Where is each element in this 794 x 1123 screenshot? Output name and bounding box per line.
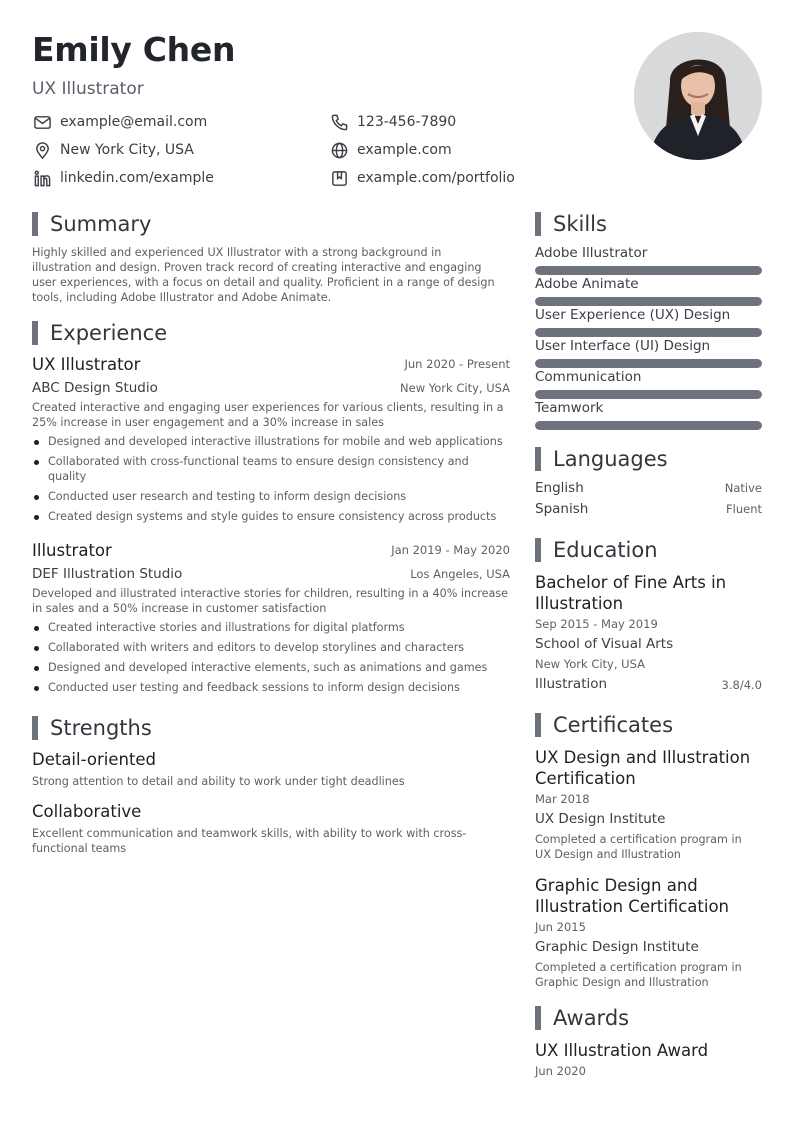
education-school: School of Visual Arts bbox=[535, 636, 674, 652]
certificate-issuer: UX Design Institute bbox=[535, 811, 666, 827]
phone-icon bbox=[329, 112, 349, 132]
language-level: Fluent bbox=[726, 502, 762, 516]
certificate-title: UX Design and Illustration Certification bbox=[535, 748, 751, 788]
job-dates: Jun 2020 - Present bbox=[404, 357, 510, 371]
skills-heading bbox=[535, 212, 607, 236]
heading-accent-bar bbox=[32, 212, 38, 236]
skill-level-bar bbox=[535, 328, 762, 337]
website-text: example.com bbox=[357, 142, 452, 158]
strength-title: Collaborative bbox=[32, 802, 142, 821]
contact-linkedin[interactable] bbox=[32, 168, 214, 188]
email-text: example@email.com bbox=[60, 114, 208, 130]
skill-level-bar bbox=[535, 266, 762, 275]
heading-accent-bar bbox=[535, 538, 541, 562]
bullet-dot bbox=[34, 646, 39, 651]
linkedin-text: linkedin.com/example bbox=[60, 170, 214, 186]
bullet-dot bbox=[34, 626, 39, 631]
certificate-date: Jun 2015 bbox=[535, 920, 586, 934]
bullet-dot bbox=[34, 495, 39, 500]
skill-level-fill bbox=[535, 390, 762, 399]
bullet-dot bbox=[34, 686, 39, 691]
strength-title: Detail-oriented bbox=[32, 750, 157, 769]
bullet-item: Conducted user research and testing to inform design decisions bbox=[32, 489, 510, 504]
strength-description: Strong attention to detail and ability to work under tight deadlines bbox=[32, 775, 405, 788]
job-title: Illustrator bbox=[32, 541, 112, 560]
job-dates: Jan 2019 - May 2020 bbox=[391, 543, 510, 557]
education-degree: Bachelor of Fine Arts in Illustration bbox=[535, 573, 727, 613]
bullet-dot bbox=[34, 515, 39, 520]
bullet-item: Designed and developed interactive elements, such as animations and games bbox=[32, 660, 510, 675]
phone-text: 123-456-7890 bbox=[357, 114, 457, 130]
skill-label: Adobe Illustrator bbox=[535, 245, 648, 261]
strengths-heading bbox=[32, 716, 152, 740]
candidate-name: Emily Chen bbox=[32, 30, 236, 69]
certificate-issuer: Graphic Design Institute bbox=[535, 939, 699, 955]
experience-title: Experience bbox=[50, 321, 168, 345]
certificate-date: Mar 2018 bbox=[535, 792, 590, 806]
education-title: Education bbox=[553, 538, 658, 562]
skill-level-bar bbox=[535, 297, 762, 306]
heading-accent-bar bbox=[535, 1006, 541, 1030]
language-level: Native bbox=[724, 481, 762, 495]
education-location: New York City, USA bbox=[535, 657, 645, 671]
job-company: ABC Design Studio bbox=[32, 380, 158, 396]
job-bullets bbox=[32, 434, 510, 529]
awards-heading bbox=[535, 1006, 629, 1030]
skill-label: User Experience (UX) Design bbox=[535, 307, 731, 323]
summary-title: Summary bbox=[50, 212, 152, 236]
skill-label: Teamwork bbox=[535, 400, 604, 416]
candidate-role: UX Illustrator bbox=[32, 79, 144, 99]
job-company: DEF Illustration Studio bbox=[32, 566, 183, 582]
skill-level-fill bbox=[535, 297, 762, 306]
bullet-dot bbox=[34, 460, 39, 465]
skill-label: Adobe Animate bbox=[535, 276, 639, 292]
heading-accent-bar bbox=[535, 447, 541, 471]
job-location: Los Angeles, USA bbox=[410, 567, 510, 581]
bookmark-icon bbox=[329, 168, 349, 188]
contact-location bbox=[32, 140, 194, 160]
certificate-description: Completed a certification program in Graphic Design and Illustration bbox=[535, 961, 742, 989]
bullet-item: Created design systems and style guides to ensure consistency across products bbox=[32, 509, 510, 524]
envelope-icon bbox=[32, 112, 52, 132]
summary-text: Highly skilled and experienced UX Illustrator with a strong background in illustration and design. Proven track record of creating interactive and engaging user experiences, with a focus on detail and quality. Proficient in a range of design tools, including Adobe Illustrator and Adobe Animate. bbox=[32, 246, 495, 304]
heading-accent-bar bbox=[32, 321, 38, 345]
certificates-heading bbox=[535, 713, 673, 737]
strength-description: Excellent communication and teamwork skills, with ability to work with cross-functional teams bbox=[32, 827, 467, 855]
experience-heading bbox=[32, 321, 167, 345]
skill-level-fill bbox=[535, 266, 762, 275]
education-gpa: 3.8/4.0 bbox=[721, 678, 762, 692]
portfolio-text: example.com/portfolio bbox=[357, 170, 515, 186]
location-text: New York City, USA bbox=[60, 142, 194, 158]
globe-icon bbox=[329, 140, 349, 160]
skill-label: Communication bbox=[535, 369, 642, 385]
skill-level-bar bbox=[535, 390, 762, 399]
award-date: Jun 2020 bbox=[535, 1064, 586, 1078]
skill-level-fill bbox=[535, 328, 762, 337]
map-pin-icon bbox=[32, 140, 52, 160]
job-description: Developed and illustrated interactive stories for children, resulting in a 40% increase in sales and a 50% increase in customer satisfaction bbox=[32, 587, 509, 615]
skills-title: Skills bbox=[553, 212, 607, 236]
bullet-item: Conducted user testing and feedback sessions to inform design decisions bbox=[32, 680, 510, 695]
profile-photo bbox=[634, 32, 762, 160]
languages-title: Languages bbox=[553, 447, 668, 471]
awards-title: Awards bbox=[553, 1006, 630, 1030]
skill-level-bar bbox=[535, 359, 762, 368]
education-field: Illustration bbox=[535, 676, 608, 692]
contact-portfolio[interactable] bbox=[329, 168, 515, 188]
education-heading bbox=[535, 538, 658, 562]
linkedin-icon bbox=[32, 168, 52, 188]
bullet-item: Collaborated with cross-functional teams to ensure design consistency and quality bbox=[32, 454, 510, 484]
bullet-dot bbox=[34, 666, 39, 671]
job-bullets bbox=[32, 620, 510, 700]
heading-accent-bar bbox=[535, 212, 541, 236]
education-dates: Sep 2015 - May 2019 bbox=[535, 617, 658, 631]
bullet-dot bbox=[34, 440, 39, 445]
strengths-title: Strengths bbox=[50, 716, 152, 740]
skill-level-bar bbox=[535, 421, 762, 430]
job-description: Created interactive and engaging user experiences for various clients, resulting in a 25% increase in user engagement and a 30% increase in sales bbox=[32, 401, 504, 429]
bullet-item: Collaborated with writers and editors to develop storylines and characters bbox=[32, 640, 510, 655]
award-title: UX Illustration Award bbox=[535, 1041, 709, 1060]
job-location: New York City, USA bbox=[400, 381, 510, 395]
bullet-item: Created interactive stories and illustrations for digital platforms bbox=[32, 620, 510, 635]
job-title: UX Illustrator bbox=[32, 355, 141, 374]
contact-website[interactable] bbox=[329, 140, 452, 160]
contact-phone[interactable] bbox=[329, 112, 456, 132]
bullet-item: Designed and developed interactive illustrations for mobile and web applications bbox=[32, 434, 510, 449]
certificate-title: Graphic Design and Illustration Certification bbox=[535, 876, 729, 916]
certificate-description: Completed a certification program in UX Design and Illustration bbox=[535, 833, 742, 861]
languages-heading bbox=[535, 447, 668, 471]
language-name: Spanish bbox=[535, 501, 589, 517]
summary-heading bbox=[32, 212, 151, 236]
heading-accent-bar bbox=[32, 716, 38, 740]
skill-label: User Interface (UI) Design bbox=[535, 338, 711, 354]
contact-email[interactable] bbox=[32, 112, 207, 132]
heading-accent-bar bbox=[535, 713, 541, 737]
certificates-title: Certificates bbox=[553, 713, 674, 737]
skill-level-fill bbox=[535, 421, 762, 430]
skill-level-fill bbox=[535, 359, 762, 368]
language-name: English bbox=[535, 480, 584, 496]
